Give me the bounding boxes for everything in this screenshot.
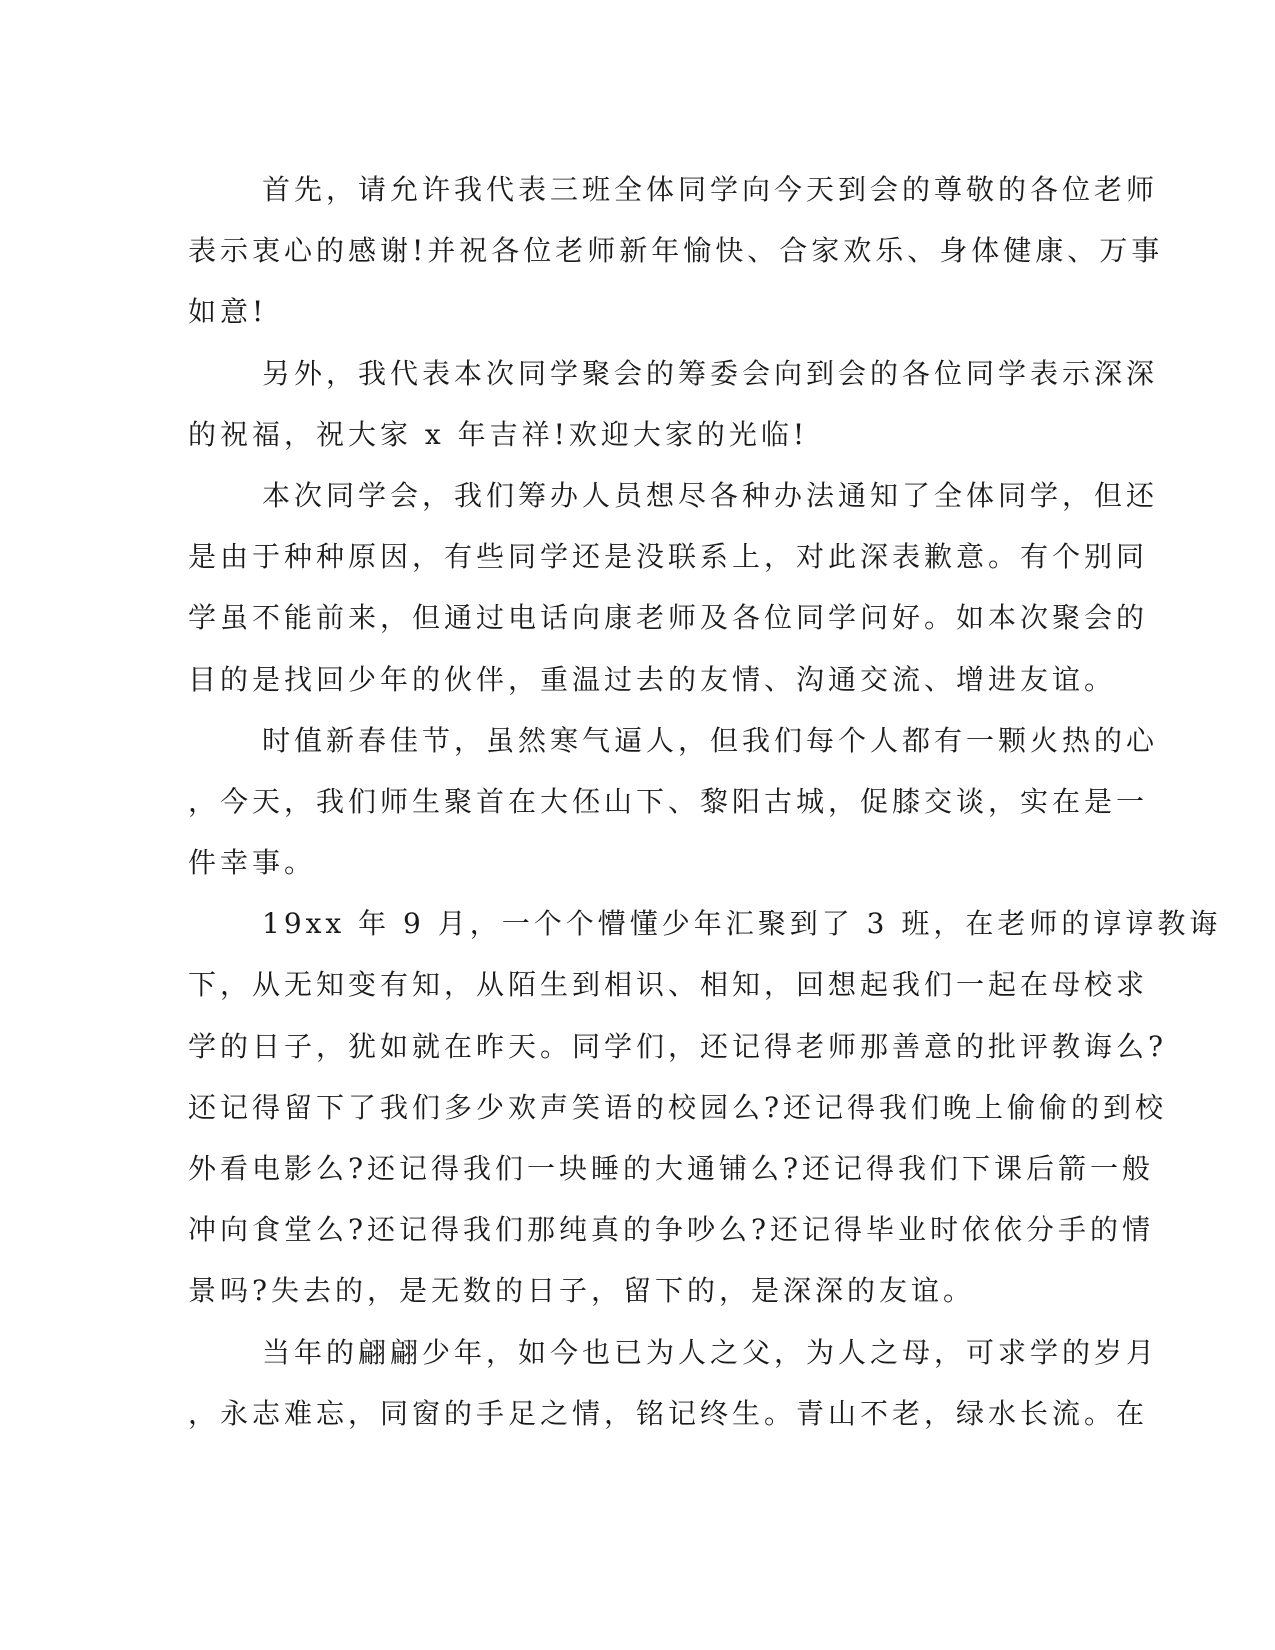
text-line: 学虽不能前来，但通过电话向康老师及各位同学问好。如本次聚会的 [188,601,1149,635]
paragraph-years-later [188,1322,1159,1444]
text-line: 目的是找回少年的伙伴，重温过去的友情、沟通交流、增进友谊。 [188,662,1117,696]
text-line: 学的日子，犹如就在昨天。同学们，还记得老师那善意的批评教诲么? [188,1029,1168,1063]
text-line: 下，从无知变有知，从陌生到相识、相知，回想起我们一起在母校求 [188,968,1149,1002]
text-line: 表示衷心的感谢!并祝各位老师新年愉快、合家欢乐、身体健康、万事 [188,234,1164,268]
text-line: 是由于种种原因，有些同学还是没联系上，对此深表歉意。有个别同 [188,540,1149,574]
text-line: 19xx 年 9 月，一个个懵懂少年汇聚到了 3 班，在老师的谆谆教诲 [262,907,1222,941]
paragraph-spring-festival [188,710,1159,894]
text-line: 还记得留下了我们多少欢声笑语的校园么?还记得我们晚上偷偷的到校 [188,1090,1168,1124]
text-line: 景吗?失去的，是无数的日子，留下的，是深深的友谊。 [188,1274,976,1308]
text-line: ，永志难忘，同窗的手足之情，铭记终生。青山不老，绿水长流。在 [188,1396,1149,1430]
text-line: 首先，请允许我代表三班全体同学向今天到会的尊敬的各位老师 [262,173,1159,206]
text-line: 冲向食堂么?还记得我们那纯真的争吵么?还记得毕业时依依分手的情 [188,1213,1155,1247]
paragraph-organizers [188,465,1159,710]
text-line: 外看电影么?还记得我们一块睡的大通铺么?还记得我们下课后箭一般 [188,1152,1155,1185]
text-line: 件幸事。 [188,846,317,880]
text-line: 本次同学会，我们筹办人员想尽各种办法通知了全体同学，但还 [262,478,1159,512]
paragraph-greeting-teachers [188,159,1164,343]
paragraph-memories [188,893,1222,1321]
document-body [188,159,1222,1444]
text-line: 另外，我代表本次同学聚会的筹委会向到会的各位同学表示深深 [262,356,1159,390]
text-line: ，今天，我们师生聚首在大伾山下、黎阳古城，促膝交谈，实在是一 [188,784,1149,818]
text-line: 时值新春佳节，虽然寒气逼人，但我们每个人都有一颗火热的心 [262,723,1159,757]
text-line: 当年的翩翩少年，如今也已为人之父，为人之母，可求学的岁月 [262,1335,1159,1369]
text-line: 的祝福，祝大家 x 年吉祥!欢迎大家的光临! [188,417,809,451]
paragraph-greeting-classmates [188,343,1159,465]
text-line: 如意! [188,295,268,329]
